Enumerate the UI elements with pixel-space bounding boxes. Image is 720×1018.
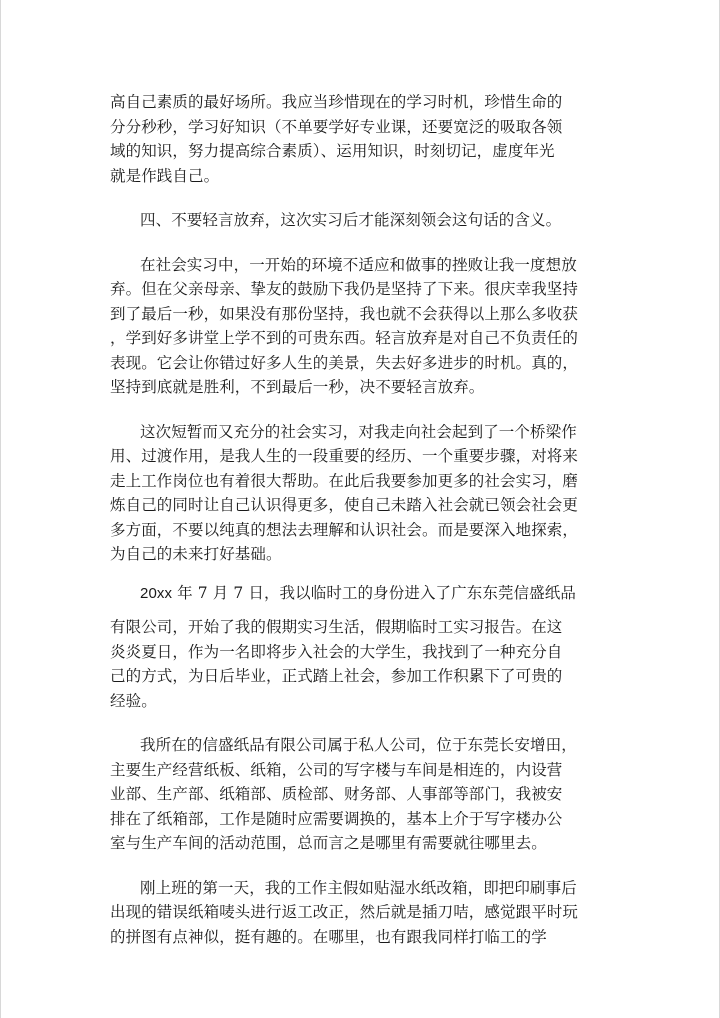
text-line: 排在了纸箱部，工作是随时应需要调换的，基本上介于写字楼办公	[110, 809, 563, 828]
paragraph	[110, 420, 590, 567]
text-line: 多方面，不要以纯真的想法去理解和认识社会。而是要深入地探索，	[110, 520, 579, 539]
text-line: 用、过渡作用，是我人生的一段重要的经历、一个重要步骤，对将来	[110, 447, 579, 465]
text-line: 出现的错误纸箱唛头进行返工改正，然后就是插刀咭，感觉跟平时玩	[110, 903, 579, 921]
text-line: 我所在的信盛纸品有限公司属于私人公司，位于东莞长安增田，	[140, 736, 577, 754]
date-year: 20xx	[140, 584, 173, 602]
text-line: 己的方式，为日后毕业，正式踏上社会，参加工作积累下了可贵的	[110, 667, 563, 685]
text-line: 主要生产经营纸板、纸箱，公司的写字楼与车间是相连的，内设营	[110, 760, 563, 779]
text-line: 域的知识，努力提高综合素质）、运用知识，时刻切记，虚度年光	[110, 142, 555, 160]
text-line: 炎炎夏日，作为一名即将步入社会的大学生，我找到了一种充分自	[110, 642, 563, 661]
text-line: 坚持到底就是胜利，不到最后一秒，决不要轻言放弃。	[110, 378, 485, 396]
text-line: 这次短暂而又充分的社会实习，对我走向社会起到了一个桥梁作	[140, 422, 577, 441]
text-line: 炼自己的同时让自己认识得更多，使自己未踏入社会就已领会社会更	[110, 496, 579, 514]
text-line: 室与生产车间的活动范围，总而言之是哪里有需要就往哪里去。	[110, 834, 547, 852]
text-line: 就是作践自己。	[110, 166, 220, 185]
text-line: 分分秒秒，学习好知识（不单要学好专业课，还要宽泛的吸取各领	[110, 117, 563, 136]
text-line: 为自己的未来打好基础。	[110, 545, 282, 563]
text-line: ，学到好多讲堂上学不到的可贵东西。轻言放弃是对自己不负责任的	[110, 329, 579, 347]
document-body	[110, 90, 590, 949]
paragraph	[110, 733, 590, 856]
text-line: 经验。	[110, 691, 157, 710]
paragraph	[110, 90, 590, 188]
paragraph	[110, 208, 590, 233]
text-span: 年 7 月 7 日，我以临时工的身份进入了广东东莞信盛纸品	[172, 583, 576, 602]
text-line: 弃。但在父亲母亲、挚友的鼓励下我仍是坚持了下来。很庆幸我坚持	[110, 280, 579, 298]
paragraph	[110, 253, 590, 400]
text-line: 走上工作岗位也有着很大帮助。在此后我要参加更多的社会实习，磨	[110, 471, 579, 490]
text-line: 的拼图有点神似，挺有趣的。在哪里，也有跟我同样打临工的学	[110, 927, 547, 946]
section-heading: 四、不要轻言放弃，这次实习后才能深刻领会这句话的含义。	[140, 211, 562, 229]
paragraph	[110, 876, 590, 950]
text-line: 在社会实习中，一开始的环境不适应和做事的挫败让我一度想放	[140, 255, 577, 274]
text-line: 表现。它会让你错过好多人生的美景，失去好多进步的时机。真的，	[110, 353, 579, 372]
text-line: 到了最后一秒，如果没有那份坚持，我也就不会获得以上那么多收获	[110, 304, 579, 323]
paragraph	[110, 581, 590, 714]
text-line: 有限公司，开始了我的假期实习生活，假期临时工实习报告。在这	[110, 618, 563, 636]
text-line: 刚上班的第一天，我的工作主假如贴湿水纸改箱，即把印刷事后	[140, 878, 577, 897]
text-line	[110, 581, 590, 606]
text-line: 业部、生产部、纸箱部、质检部、财务部、人事部等部门，我被安	[110, 785, 563, 803]
text-line: 高自己素质的最好场所。我应当珍惜现在的学习时机，珍惜生命的	[110, 93, 563, 111]
page-edge-left	[0, 0, 1, 1018]
